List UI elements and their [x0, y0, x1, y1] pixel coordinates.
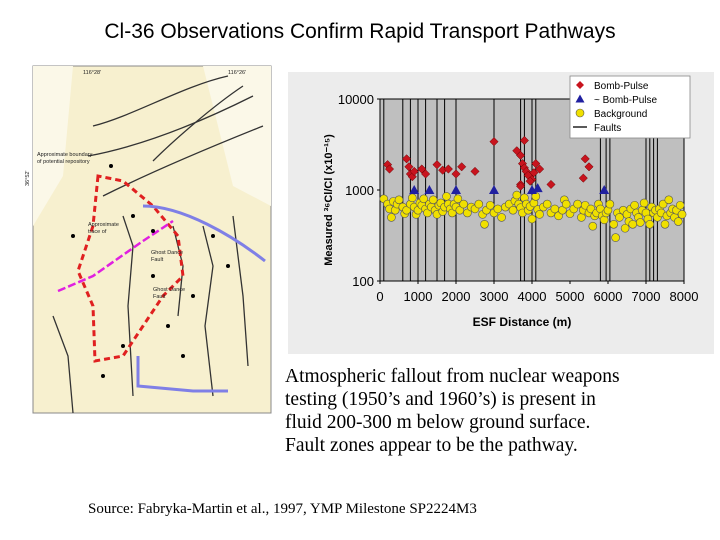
x-tick-label: 2000 [441, 289, 471, 304]
map-label-trace-1: Approximate [88, 222, 119, 228]
map-label-ghost2-1: Ghost Dance [153, 287, 186, 293]
chlorine-chart [288, 72, 714, 354]
data-point-background [408, 194, 416, 202]
data-point-background [621, 224, 629, 232]
x-tick-label: 4000 [517, 289, 547, 304]
legend-marker-background [576, 109, 584, 117]
data-point-background [498, 213, 506, 221]
caption-line: Atmospheric fallout from nuclear weapons [285, 366, 620, 387]
data-point-background [395, 196, 403, 204]
legend-label: Bomb-Pulse [594, 81, 649, 92]
data-point-background [443, 192, 451, 200]
y-tick-label: 100 [352, 274, 374, 289]
x-axis-label: ESF Distance (m) [472, 315, 572, 329]
caption-line: fluid 200-300 m below ground surface. [285, 412, 591, 433]
data-point-background [665, 196, 673, 204]
data-point-background [574, 200, 582, 208]
x-tick-label: 0 [376, 289, 384, 304]
map-label-lon-2: 116°26' [228, 70, 247, 76]
caption [285, 365, 715, 457]
data-point-background [606, 200, 614, 208]
site-map [25, 66, 271, 413]
data-point-background [636, 218, 644, 226]
data-point-background [513, 191, 521, 199]
map-label-trace-2: trace of [88, 229, 107, 235]
data-point-background [562, 200, 570, 208]
data-point-background [577, 213, 585, 221]
map-label-lat-1: 36°52' [25, 170, 31, 186]
y-tick-label: 10000 [337, 92, 374, 107]
data-point-background [481, 220, 489, 228]
chart-panel [288, 72, 714, 354]
map-label-ghost-1: Ghost Dance [151, 250, 184, 256]
data-point-background [661, 220, 669, 228]
data-point-background [629, 220, 637, 228]
data-point-background [610, 220, 618, 228]
map-label-lon-1: 116°28' [83, 70, 102, 76]
data-point-background [475, 200, 483, 208]
data-point-background [646, 220, 654, 228]
data-point-background [678, 210, 686, 218]
x-tick-label: 5000 [555, 289, 585, 304]
y-tick-label: 1000 [345, 183, 374, 198]
data-point-background [509, 206, 517, 214]
data-point-background [631, 201, 639, 209]
data-point-background [674, 218, 682, 226]
x-tick-label: 8000 [669, 289, 699, 304]
data-point-background [615, 213, 623, 221]
data-point-background [460, 200, 468, 208]
map-label-boundary-1: Approximate boundary [37, 152, 93, 158]
x-tick-label: 1000 [403, 289, 433, 304]
caption-line: Fault zones appear to be the pathway. [285, 435, 578, 456]
data-point-background [387, 213, 395, 221]
data-point-background [676, 201, 684, 209]
data-point-background [486, 201, 494, 209]
slide-title: Cl-36 Observations Confirm Rapid Transport Pathways [104, 20, 616, 43]
data-point-background [543, 200, 551, 208]
data-point-background [589, 222, 597, 230]
x-tick-label: 6000 [593, 289, 623, 304]
map-label-ghost-2: Fault [151, 257, 164, 263]
data-point-background [612, 234, 620, 242]
y-axis-label: Measured ³⁶Cl/Cl (x10⁻¹⁵) [323, 134, 335, 266]
data-point-background [536, 210, 544, 218]
legend-label: Faults [594, 123, 622, 134]
map-label-boundary-2: of potential repository [37, 159, 90, 165]
legend-label: ~ Bomb-Pulse [594, 95, 658, 106]
source-citation: Source: Fabryka-Martin et al., 1997, YMP Milestone SP2224M3 [88, 501, 477, 517]
x-tick-label: 3000 [479, 289, 509, 304]
data-point-background [528, 215, 536, 223]
x-tick-label: 7000 [631, 289, 661, 304]
map-label-ghost2-2: Fault [153, 294, 166, 300]
caption-line: testing (1950’s and 1960’s) is present in [285, 389, 596, 410]
data-point-background [494, 205, 502, 213]
data-point-background [640, 199, 648, 207]
legend-label: Background [594, 109, 648, 120]
